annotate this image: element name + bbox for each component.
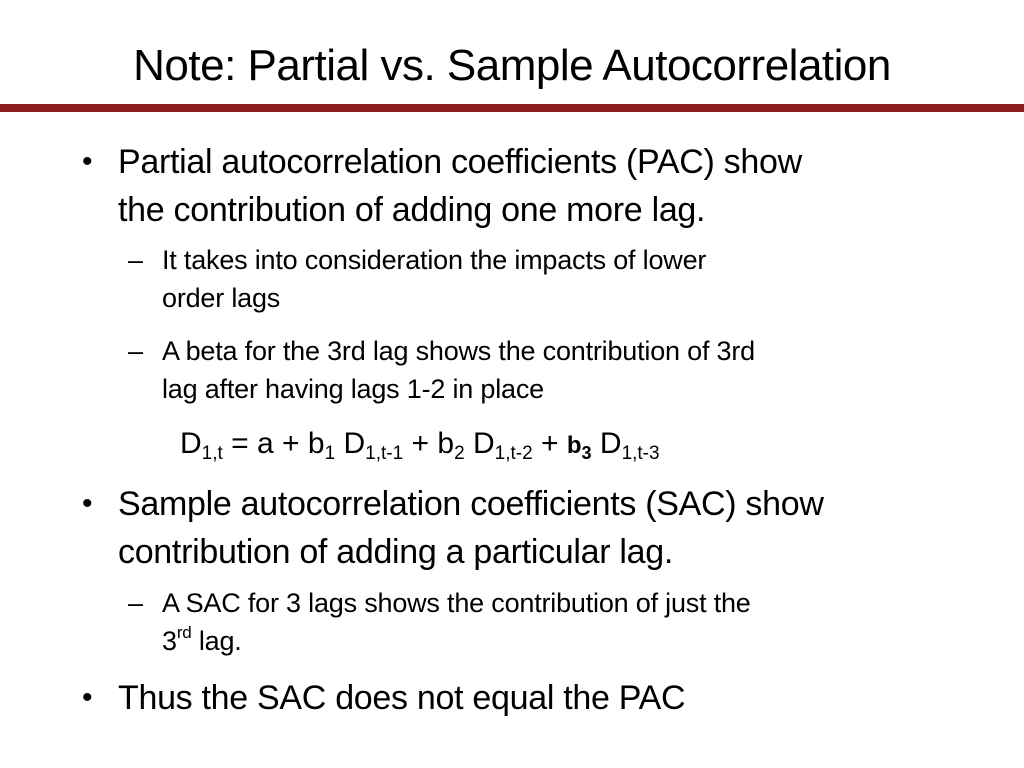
dash-marker: –: [128, 588, 143, 618]
bullet-marker: •: [82, 145, 93, 178]
subbullet-beta-line2: lag after having lags 1-2 in place: [162, 374, 544, 404]
subbullet-sac-3-lags-line2: [162, 622, 962, 660]
eq-b3-group: [566, 432, 592, 463]
bullet-sac-line1: Sample autocorrelation coefficients (SAC) show: [118, 485, 824, 523]
subbullet-lower-order: [128, 241, 962, 317]
eq-d3: D: [591, 427, 622, 460]
eq-d1-sub: 1,t-1: [365, 443, 404, 464]
bullet-sac-line2: contribution of adding a particular lag.: [118, 533, 674, 571]
bullet-pac: [82, 138, 978, 234]
eq-b3: b: [566, 432, 582, 459]
bullet-marker: •: [82, 681, 93, 714]
bullet-pac-line2: the contribution of adding one more lag.: [118, 191, 706, 229]
ordinal-number: 3: [162, 626, 177, 656]
title-divider: [0, 104, 1024, 112]
eq-plus1: +: [403, 427, 438, 460]
ordinal-suffix: rd: [176, 623, 192, 642]
eq-d3-sub: 1,t-3: [621, 443, 660, 464]
subbullet-lower-order-line2: order lags: [162, 283, 281, 313]
eq-d2-sub: 1,t-2: [494, 443, 533, 464]
eq-b2: b: [437, 427, 455, 460]
ordinal-tail: lag.: [191, 626, 242, 656]
subbullet-lower-order-line1: It takes into consideration the impacts of lower: [162, 245, 707, 275]
bullet-marker: •: [82, 487, 93, 520]
slide-title: Note: Partial vs. Sample Autocorrelation: [133, 41, 891, 90]
bullet-conclusion-line1: Thus the SAC does not equal the PAC: [118, 679, 686, 717]
eq-b1: b: [307, 427, 325, 460]
eq-b3-sub: 3: [581, 443, 592, 463]
eq-b2-sub: 2: [454, 443, 465, 464]
subbullet-beta: [128, 332, 962, 408]
bullet-pac-line1: Partial autocorrelation coefficients (PAC) show: [118, 143, 802, 181]
bullet-conclusion: [82, 674, 978, 722]
eq-lhs-sub: 1,t: [201, 443, 223, 464]
eq-d2: D: [464, 427, 495, 460]
eq-b1-sub: 1: [324, 443, 336, 464]
bullet-sac: [82, 480, 978, 576]
eq-lhs: D: [180, 427, 202, 460]
eq-d1: D: [335, 427, 366, 460]
dash-marker: –: [128, 245, 143, 275]
eq-equals: = a +: [222, 427, 308, 460]
subbullet-beta-line1: A beta for the 3rd lag shows the contribution of 3rd: [162, 336, 755, 366]
eq-plus2: +: [532, 427, 567, 460]
regression-equation: [180, 422, 660, 468]
subbullet-sac-3-lags-line1: A SAC for 3 lags shows the contribution of just the: [162, 588, 751, 618]
dash-marker: –: [128, 336, 143, 366]
subbullet-sac-3-lags: [128, 584, 962, 660]
